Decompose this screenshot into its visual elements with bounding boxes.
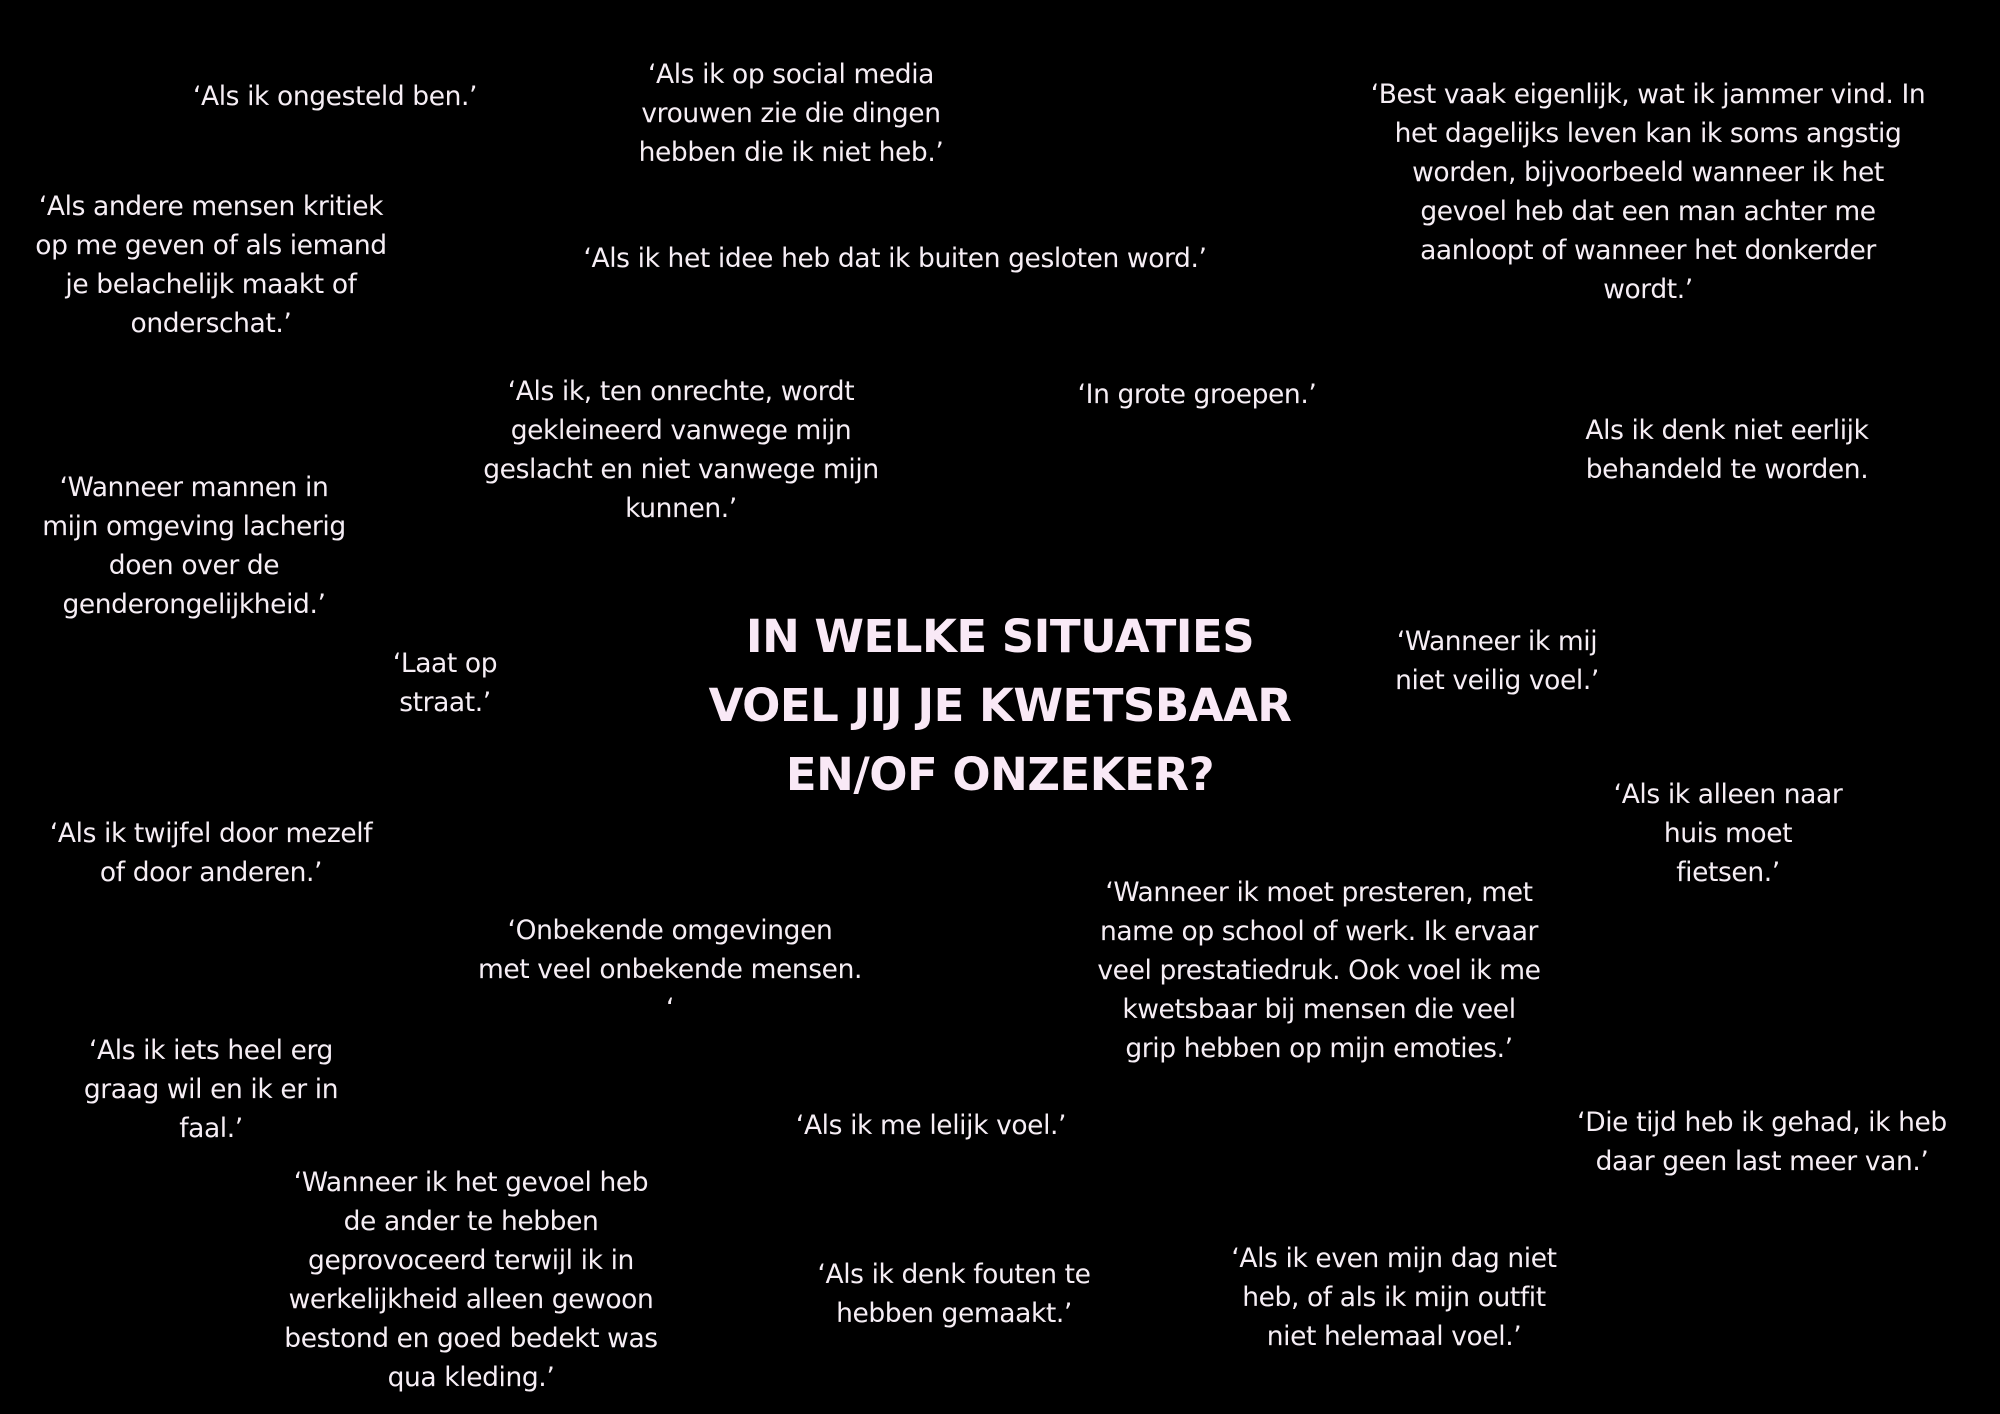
quote-line: ‘Als ik me lelijk voel.’ bbox=[795, 1110, 1067, 1141]
quote-line: fietsen.’ bbox=[1676, 857, 1780, 888]
quote-laat-op-straat bbox=[393, 644, 497, 722]
quote-line: het dagelijks leven kan ik soms angstig bbox=[1394, 118, 1902, 149]
quote-dag-outfit bbox=[1231, 1239, 1556, 1356]
quote-line: heb, of als ik mijn outfit bbox=[1242, 1282, 1546, 1313]
quote-line: kunnen.’ bbox=[625, 493, 737, 524]
quote-line: ‘Onbekende omgevingen bbox=[507, 915, 833, 946]
quote-line: wordt.’ bbox=[1603, 274, 1693, 305]
quote-kritiek bbox=[35, 187, 386, 343]
quote-line: aanloopt of wanneer het donkerder bbox=[1420, 235, 1876, 266]
quote-grote-groepen bbox=[1078, 375, 1317, 414]
quote-line: ‘Als ik op social media bbox=[647, 59, 935, 90]
quote-best-vaak bbox=[1371, 75, 1926, 309]
quote-line: ‘Als ik ongesteld ben.’ bbox=[192, 81, 478, 112]
quote-line: ‘Als ik alleen naar bbox=[1613, 779, 1843, 810]
quote-line: de ander te hebben bbox=[343, 1206, 599, 1237]
quote-ongesteld bbox=[193, 77, 477, 116]
quote-line: ‘Als ik, ten onrechte, wordt bbox=[507, 376, 855, 407]
quote-presteren bbox=[1097, 873, 1540, 1068]
quote-line: ‘Die tijd heb ik gehad, ik heb bbox=[1577, 1107, 1947, 1138]
quote-line: vrouwen zie die dingen bbox=[641, 98, 941, 129]
quote-line: ‘Wanneer ik moet presteren, met bbox=[1105, 877, 1533, 908]
quote-line: graag wil en ik er in bbox=[83, 1074, 339, 1105]
quote-line: of door anderen.’ bbox=[99, 857, 323, 888]
quote-line: grip hebben op mijn emoties.’ bbox=[1125, 1033, 1513, 1064]
quote-line: ‘Als andere mensen kritiek bbox=[38, 191, 384, 222]
quote-line: kwetsbaar bij mensen die veel bbox=[1122, 994, 1516, 1025]
title-line: EN/OF ONZEKER? bbox=[785, 748, 1215, 801]
quote-lelijk bbox=[796, 1106, 1066, 1145]
quote-line: Als ik denk niet eerlijk bbox=[1585, 415, 1869, 446]
quote-line: ‘Best vaak eigenlijk, wat ik jammer vind. In bbox=[1370, 79, 1926, 110]
quote-line: doen over de bbox=[108, 550, 280, 581]
quote-niet-veilig bbox=[1395, 622, 1599, 700]
quote-line: qua kleding.’ bbox=[387, 1362, 555, 1393]
quote-iets-heel-erg bbox=[84, 1031, 338, 1148]
quote-niet-eerlijk bbox=[1585, 411, 1868, 489]
quote-line: ‘Wanneer ik het gevoel heb bbox=[293, 1167, 649, 1198]
quote-line: behandeld te worden. bbox=[1585, 454, 1869, 485]
quote-onbekende-omgevingen bbox=[478, 911, 862, 1028]
quote-line: met veel onbekende mensen. bbox=[477, 954, 863, 985]
quote-line: ‘In grote groepen.’ bbox=[1077, 379, 1317, 410]
title-line: IN WELKE SITUATIES bbox=[745, 610, 1255, 663]
quote-geprovoceerd bbox=[284, 1163, 657, 1397]
quote-buiten-gesloten bbox=[583, 239, 1206, 278]
quote-line: faal.’ bbox=[179, 1113, 243, 1144]
quote-line: ‘Als ik iets heel erg bbox=[89, 1035, 333, 1066]
quote-line: niet helemaal voel.’ bbox=[1266, 1321, 1522, 1352]
quote-line: ‘Als ik denk fouten te bbox=[817, 1259, 1091, 1290]
quote-line: op me geven of als iemand bbox=[35, 230, 387, 261]
quote-line: daar geen last meer van.’ bbox=[1595, 1146, 1929, 1177]
quote-mannen-lacherig bbox=[42, 468, 346, 624]
quote-line: hebben gemaakt.’ bbox=[836, 1298, 1072, 1329]
quote-twijfel bbox=[50, 814, 372, 892]
quote-line: geslacht en niet vanwege mijn bbox=[483, 454, 879, 485]
quote-line: mijn omgeving lacherig bbox=[42, 511, 346, 542]
quote-line: ‘Laat op bbox=[392, 648, 498, 679]
quote-line: ‘Als ik twijfel door mezelf bbox=[49, 818, 373, 849]
quote-line: veel prestatiedruk. Ook voel ik me bbox=[1097, 955, 1541, 986]
quote-line: werkelijkheid alleen gewoon bbox=[288, 1284, 654, 1315]
quote-line: ‘Wanneer mannen in bbox=[59, 472, 329, 503]
quote-line: straat.’ bbox=[399, 687, 491, 718]
quote-alleen-fietsen bbox=[1614, 775, 1843, 892]
quote-line: gekleineerd vanwege mijn bbox=[510, 415, 852, 446]
quote-line: ‘Als ik even mijn dag niet bbox=[1231, 1243, 1557, 1274]
quote-social-media bbox=[639, 55, 944, 172]
quote-die-tijd bbox=[1577, 1103, 1947, 1181]
main-question-title bbox=[600, 602, 1400, 809]
quote-line: hebben die ik niet heb.’ bbox=[638, 137, 944, 168]
quote-line: huis moet bbox=[1663, 818, 1793, 849]
quote-line: ‘Als ik het idee heb dat ik buiten gesloten word.’ bbox=[583, 243, 1207, 274]
quote-line: onderschat.’ bbox=[130, 308, 292, 339]
quote-line: gevoel heb dat een man achter me bbox=[1420, 196, 1876, 227]
quote-fouten bbox=[817, 1255, 1090, 1333]
quote-line: geprovoceerd terwijl ik in bbox=[308, 1245, 634, 1276]
quote-line: ‘ bbox=[665, 993, 675, 1024]
quote-line: je belachelijk maakt of bbox=[65, 269, 357, 300]
quote-line: ‘Wanneer ik mij bbox=[1396, 626, 1598, 657]
quote-line: name op school of werk. Ik ervaar bbox=[1099, 916, 1539, 947]
quote-line: bestond en goed bedekt was bbox=[284, 1323, 658, 1354]
quote-gekleineerd bbox=[483, 372, 879, 528]
title-line: VOEL JIJ JE KWETSBAAR bbox=[708, 679, 1292, 732]
quote-line: niet veilig voel.’ bbox=[1395, 665, 1599, 696]
quote-line: worden, bijvoorbeeld wanneer ik het bbox=[1412, 157, 1884, 188]
quote-line: genderongelijkheid.’ bbox=[62, 589, 326, 620]
